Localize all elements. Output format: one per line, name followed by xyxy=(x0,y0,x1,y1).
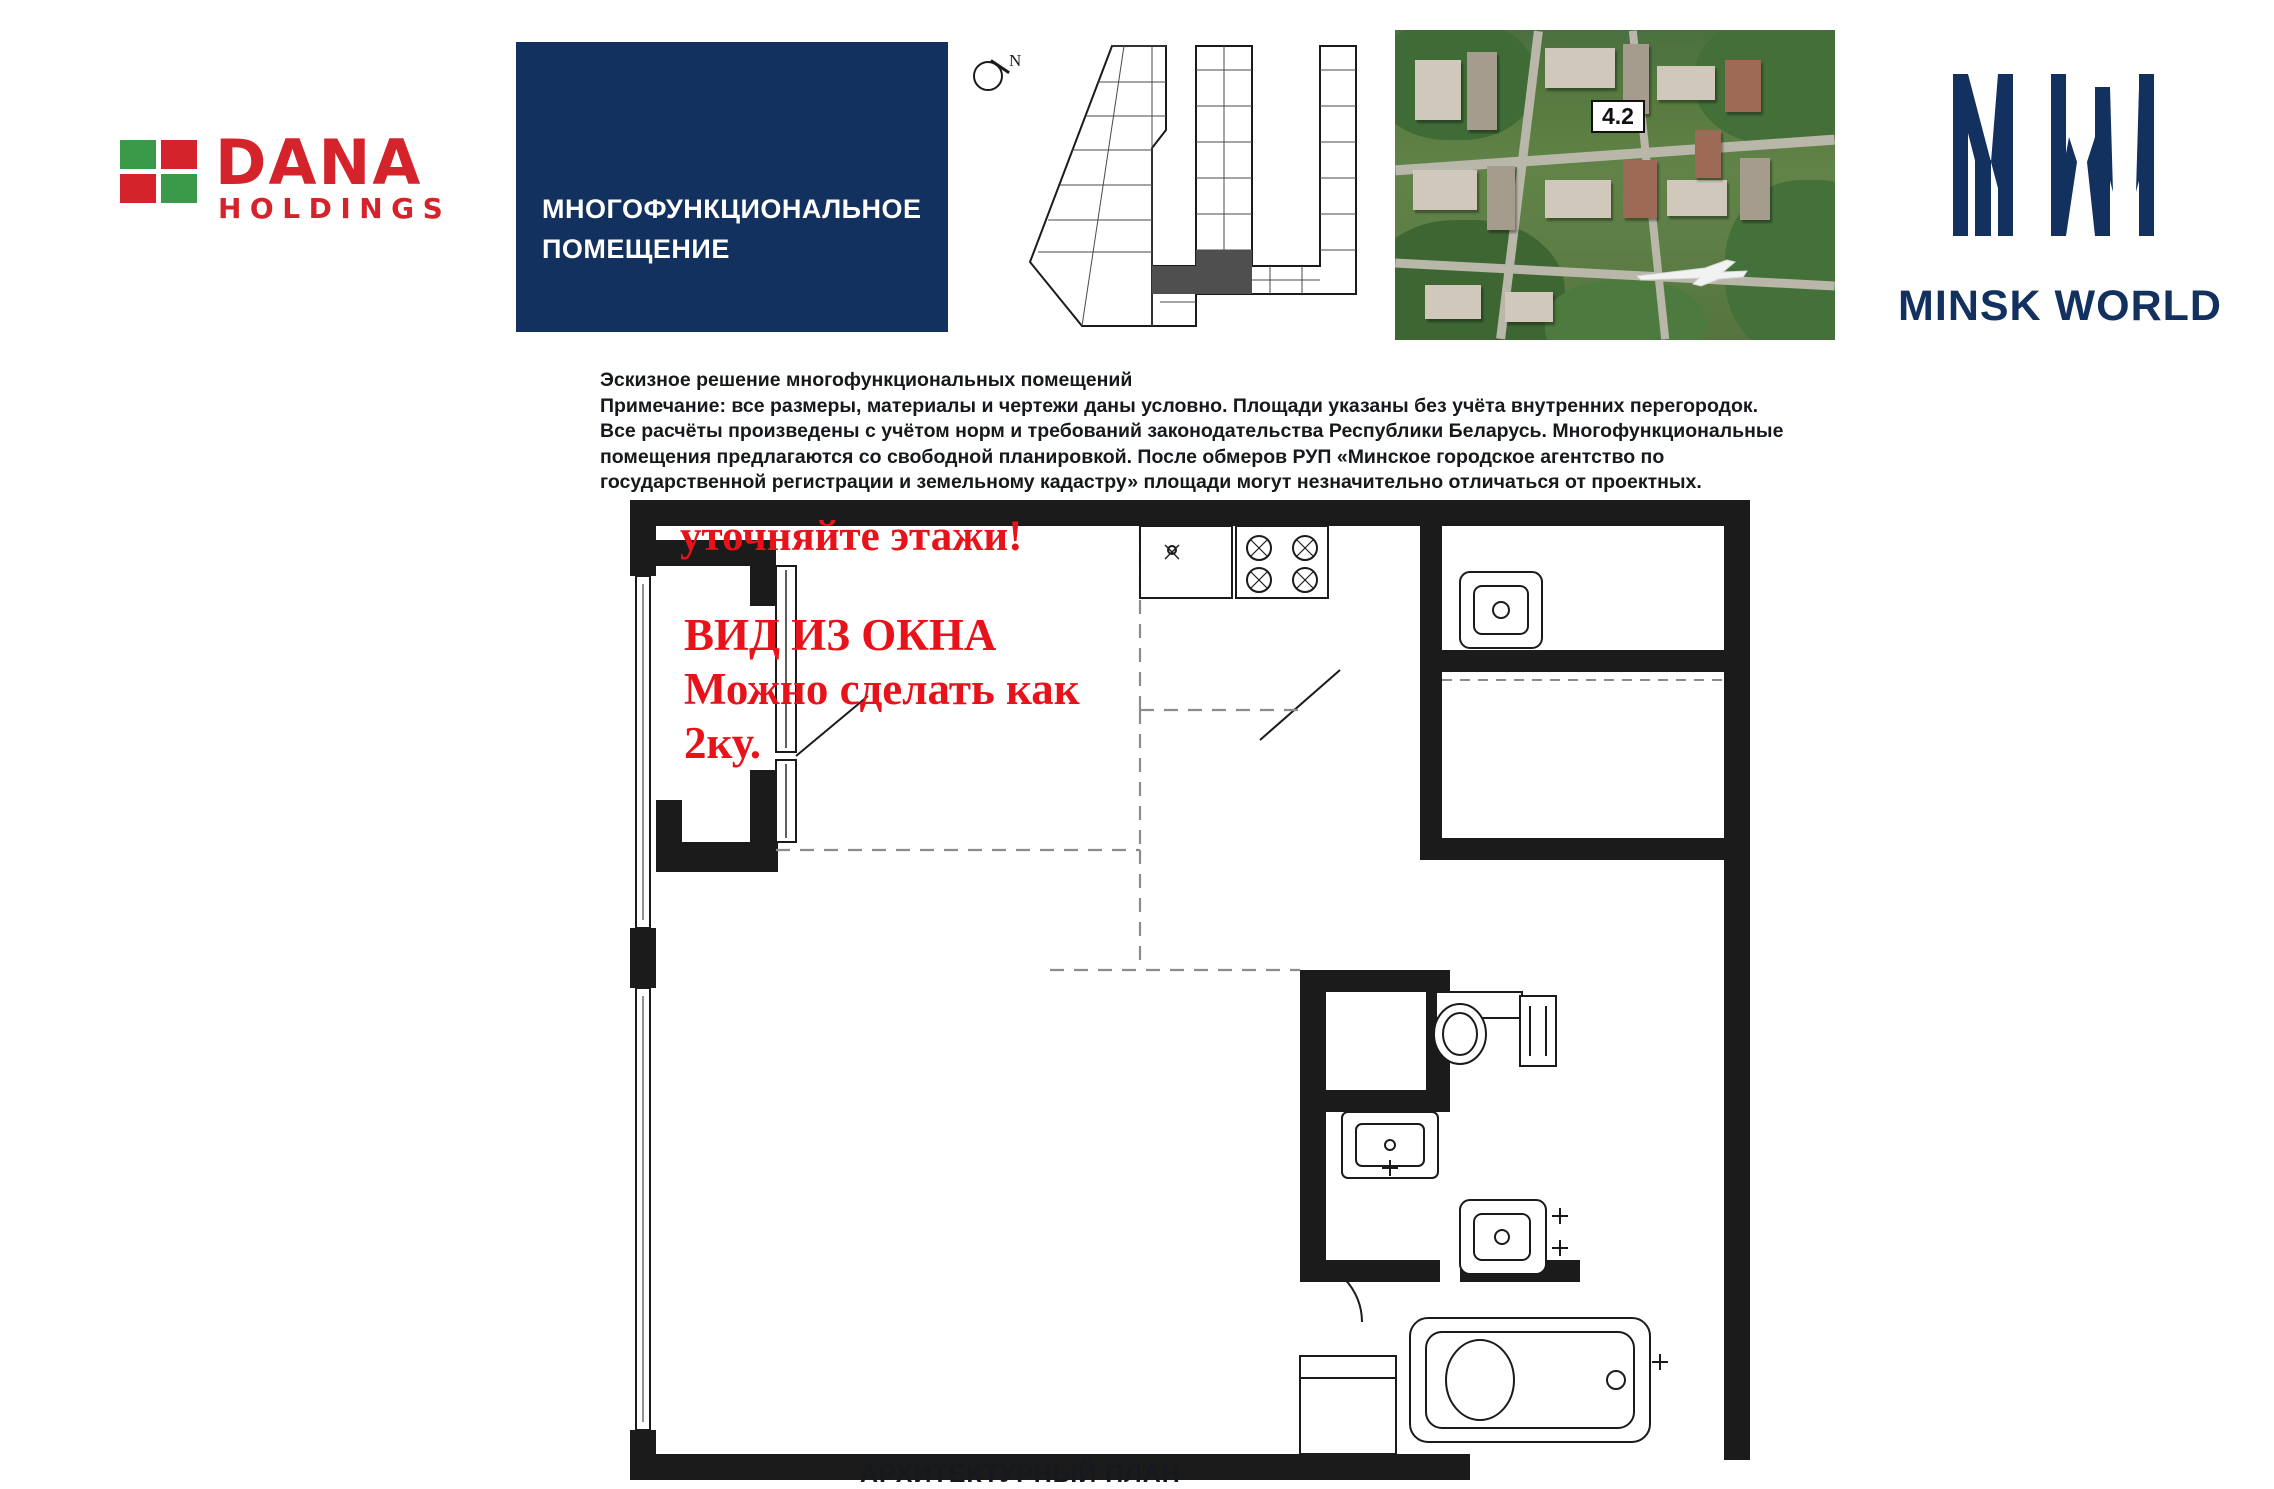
annotation-view xyxy=(684,608,1080,770)
dana-logo-word: DANA xyxy=(215,126,423,199)
dana-logo-subtitle: HOLDINGS xyxy=(218,192,452,225)
mw-monogram-icon xyxy=(1895,42,2225,277)
key-plan xyxy=(965,30,1365,340)
dana-holdings-logo xyxy=(120,126,490,235)
compass-icon xyxy=(965,51,1025,97)
note-title: Эскизное решение многофункциональных помещений xyxy=(600,369,1133,391)
plan-caption: АРХИТЕКТУРНЫЙ ПЛАН xyxy=(860,1460,1181,1488)
title-line-2: ПОМЕЩЕНИЕ xyxy=(542,234,730,264)
minsk-world-wordmark: MINSK WORLD xyxy=(1898,282,2222,330)
disclaimer-note xyxy=(600,368,1790,496)
note-line-4: государственной регистрации и земельному кадастру» площади могут незначительно отличаться от проектных. xyxy=(600,471,1702,493)
title-block xyxy=(516,42,948,332)
key-plan-diagram xyxy=(1020,30,1365,340)
annotation-view-line-2: Можно сделать как xyxy=(684,664,1080,714)
annotation-view-line-1: ВИД ИЗ ОКНА xyxy=(684,610,997,660)
note-line-1: Примечание: все размеры, материалы и чертежи даны условно. Площади указаны без учёта внутренних перегородок. xyxy=(600,394,1759,417)
aerial-view-image xyxy=(1395,30,1835,340)
note-line-3: помещения предлагаются со свободной планировкой. После обмеров РУП «Минское городское агентство по xyxy=(600,445,1665,468)
aerial-marker-label: 4.2 xyxy=(1591,100,1645,133)
note-line-2: Все расчёты произведены с учётом норм и требований законодательства Республики Беларусь. Многофункциональные xyxy=(600,420,1784,442)
title-line-1: МНОГОФУНКЦИОНАЛЬНОЕ xyxy=(542,194,922,224)
annotation-view-line-3: 2ку. xyxy=(684,718,762,768)
airplane-icon xyxy=(1635,258,1750,288)
minsk-world-logo xyxy=(1895,42,2225,332)
dana-squares-icon xyxy=(120,140,202,206)
compass-north-label: N xyxy=(1009,51,1022,70)
architectural-floor-plan xyxy=(600,500,1780,1480)
page-header xyxy=(0,0,2274,345)
annotation-floors: уточняйте этажи! xyxy=(680,513,1023,560)
